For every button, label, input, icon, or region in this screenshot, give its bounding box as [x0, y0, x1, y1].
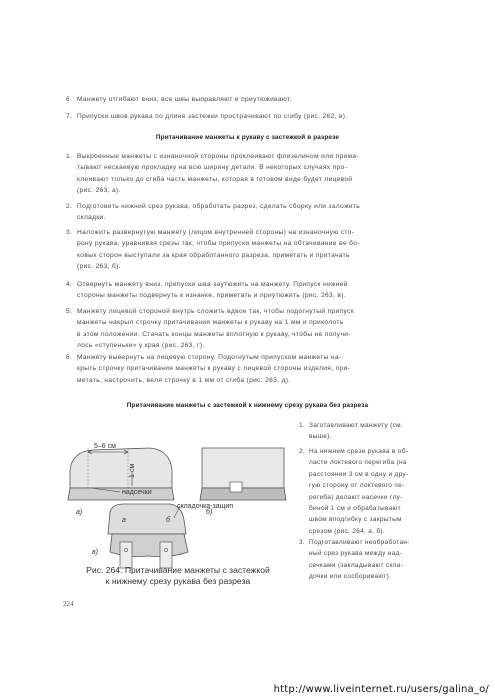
panel-c-a-label: а — [122, 517, 126, 524]
list-item — [299, 537, 449, 583]
list-item — [66, 94, 436, 105]
list-item — [299, 420, 449, 443]
page-number: 224 — [63, 600, 74, 608]
item-text: Подготавливают необработан- ный срез рукава между над- сечками (закладывают скла- дочки или сосборивают). — [309, 539, 410, 581]
measure-label: 5–6 см — [94, 443, 116, 450]
item-number: 5. — [66, 308, 73, 315]
item-text: Манжету вывернуть на лицевую сторону. Подогнутым припуском манжеты на- крыть строчку притачивания манжеты к рукаву с лицевой стороны изделия, при- метать, настрочить, веля строчку в 1 мм от сгиба (рис. 263, д). — [77, 354, 351, 384]
panel-c-label: в) — [92, 549, 98, 556]
list-item — [66, 279, 436, 302]
panel-a-label: а) — [76, 509, 83, 516]
item-number: 1. — [66, 153, 73, 160]
panel-c-b-label: б — [166, 517, 170, 524]
list-item — [66, 111, 436, 122]
caption-line-1: Рис. 264. Притачивание манжеты с застежкой — [86, 565, 270, 575]
item-number: 2. — [66, 203, 73, 210]
caption-line-2: к нижнему срезу рукава без разреза — [105, 576, 251, 586]
fold-label: складочка-защип — [177, 503, 234, 510]
section-heading: Притачивание манжеты с застежкой к нижнему срезу рукава без разреза — [126, 402, 369, 409]
item-number: 2. — [299, 448, 306, 455]
watermark-url: http://www.liveinternet.ru/users/galina_o/ — [273, 684, 489, 695]
list-item — [66, 151, 436, 197]
list-item — [299, 446, 449, 537]
list-item — [66, 227, 436, 273]
notches-label: надсечки — [122, 489, 152, 496]
list-item — [66, 306, 436, 352]
figure-caption — [62, 565, 294, 587]
item-text: На нижнем срезе рукава в об- ласти локтевого перегиба (на расстоянии 3 см в одну и дру- гую сторону от локтевого пе- региба) делают насечки глу- биной 1 см и обрабатывают швом вподгибку с закрытым срезом (рис. 264, а, б). — [309, 448, 409, 535]
list-item — [66, 201, 436, 224]
item-text: Заготавливают манжету (см. выше). — [309, 422, 404, 441]
item-text: Отвернуть манжету вниз, припуски шва заутюжить на манжету. Припуск нижней стороны манжеты подвернуть к изнанке, приметать и приутюжить (рис. 263, в). — [77, 281, 348, 300]
panel-b-label: б) — [206, 509, 213, 516]
item-number: 7. — [66, 113, 73, 120]
item-text: Выкроенные манжеты с изнаночной стороны проклеивают флизелином или прима- тывают нескаевую прокладку на всю ширину детали. В некоторых случаях про- клеивают только до сгиба часть манжеты, которая в готовом виде будет лицевой (рис. 263, а). — [77, 153, 359, 195]
list-item — [66, 352, 436, 386]
item-number: 3. — [66, 229, 73, 236]
figure-panel-a — [68, 448, 174, 500]
item-text: Припуски швов рукава по длине застежки прострачивают по сгибу (рис. 262, в). — [77, 113, 348, 120]
item-text: Манжету отгибают вниз, все швы выправляют и приутюживают. — [77, 96, 292, 103]
figure-panel-b — [200, 448, 286, 500]
item-number: 3. — [299, 539, 306, 546]
item-text: Подготовить нижний срез рукава, обработать разрез, сделать сборку или заложить складки. — [77, 203, 361, 222]
item-text: Наложить развернутую манжету (лицом внутренней стороны) на изнаночную сто- рону рукава, уравнивая срезы так, чтобы припуски манжеты на обтачивание ее бо- ковых сторон выступали за края обработанного разреза, приметать и притачать (рис. 263, б). — [77, 229, 360, 271]
item-text: Манжету лицевой стороной внутрь сложить вдвое так, чтобы подогнутый припуск манжеты накрыл строчку притачивания манжеты к рукаву на 1 мм и приколоть в этом положении. Стачать концы манжеты вплотную к рукаву, чтобы не получи- лось «ступеньки» у края (рис. 263, г). — [77, 308, 354, 350]
item-number: 4. — [66, 281, 73, 288]
item-number: 6. — [66, 354, 73, 361]
measure-1cm-label: 1 см — [129, 463, 136, 478]
item-number: 1. — [299, 422, 306, 429]
item-number: 6. — [66, 96, 73, 103]
section-heading: Притачивание манжеты к рукаву с застежкой в разрезе — [155, 134, 340, 141]
